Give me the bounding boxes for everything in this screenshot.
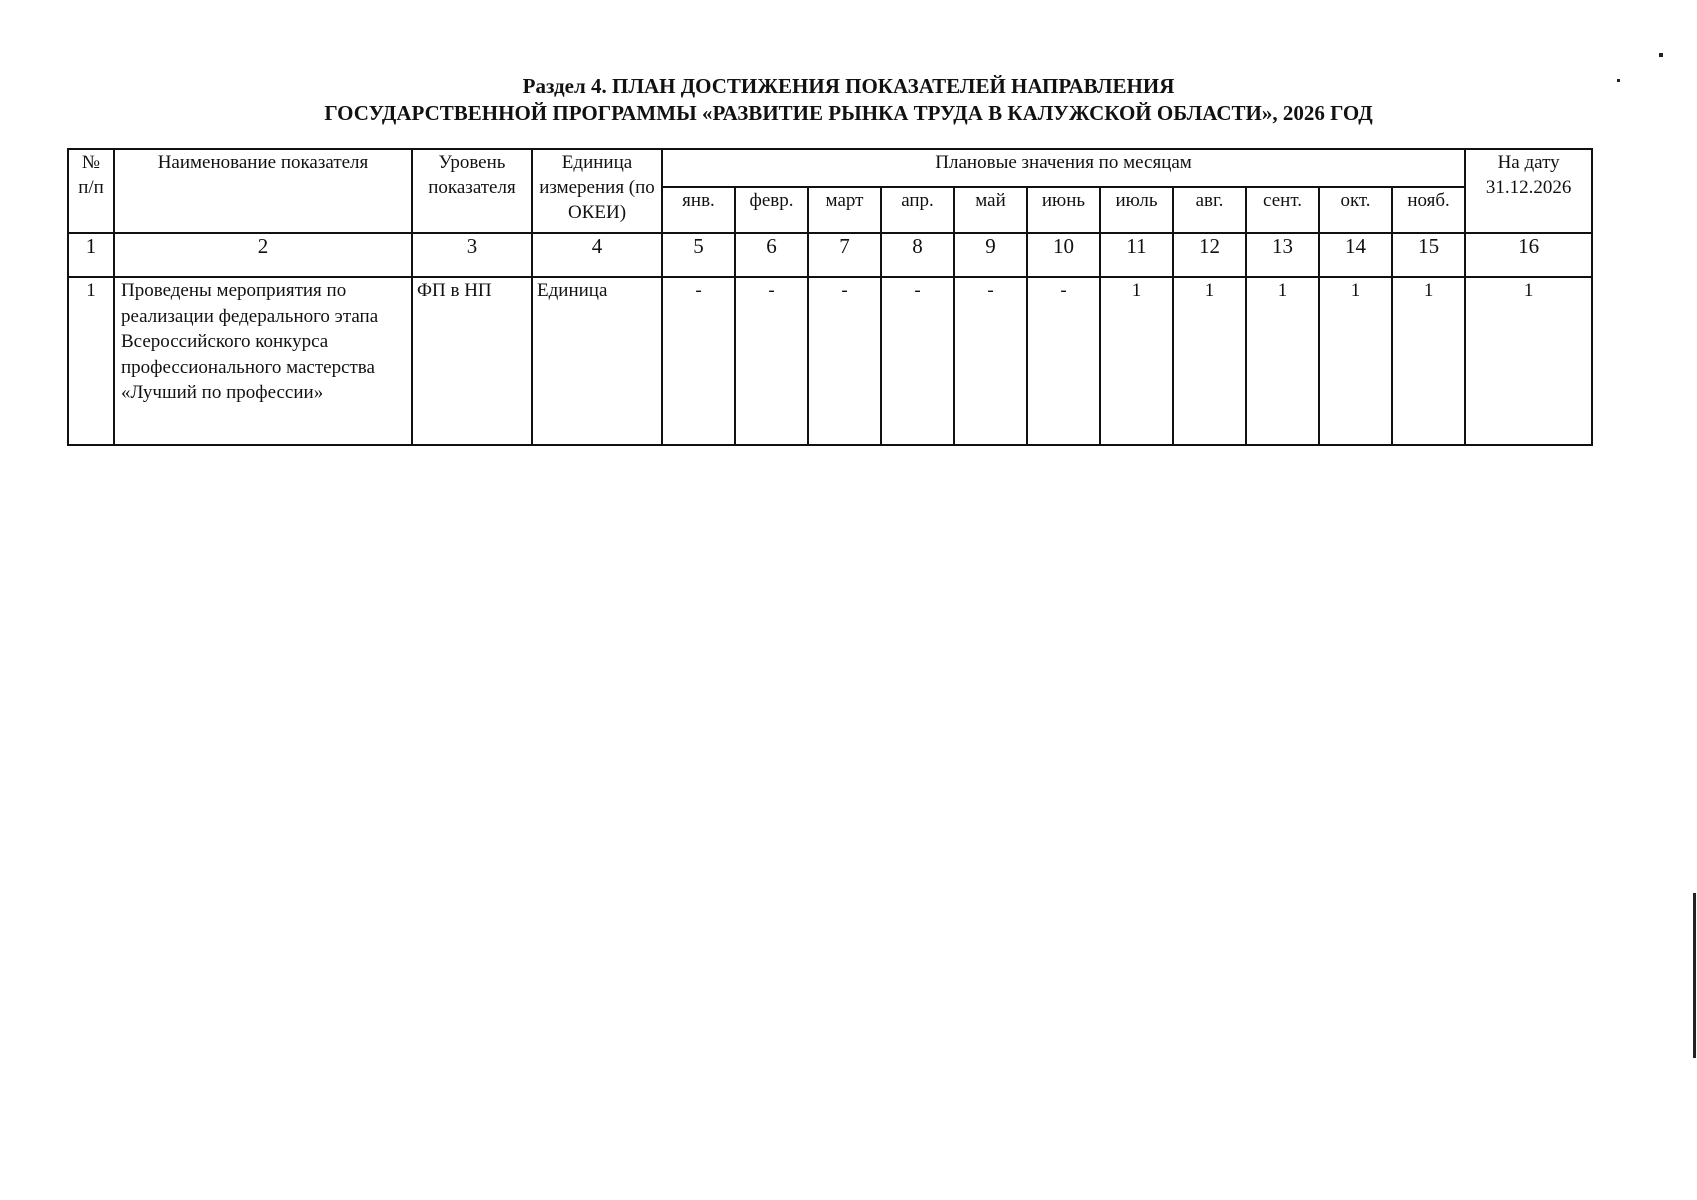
header-date: На дату 31.12.2026 [1465,149,1592,233]
indicator-unit: Единица [532,277,662,445]
column-number: 1 [68,233,114,277]
monthly-value: - [954,277,1027,445]
column-number: 9 [954,233,1027,277]
document-title [0,73,1697,127]
scan-edge-line [1693,893,1696,1058]
table-row [68,277,1592,445]
scan-dot [1617,79,1620,82]
indicator-level: ФП в НП [412,277,532,445]
header-name: Наименование показателя [114,149,412,233]
monthly-value: - [662,277,735,445]
month-header: нояб. [1392,187,1465,233]
month-header: май [954,187,1027,233]
month-header: апр. [881,187,954,233]
column-number: 7 [808,233,881,277]
month-header: авг. [1173,187,1246,233]
column-number: 8 [881,233,954,277]
month-header: сент. [1246,187,1319,233]
column-number: 11 [1100,233,1173,277]
column-number: 5 [662,233,735,277]
header-level: Уровень показателя [412,149,532,233]
month-header: февр. [735,187,808,233]
date-value: 1 [1465,277,1592,445]
monthly-value: 1 [1173,277,1246,445]
column-number: 16 [1465,233,1592,277]
header-num: № п/п [68,149,114,233]
column-number: 4 [532,233,662,277]
column-number: 13 [1246,233,1319,277]
month-header: июнь [1027,187,1100,233]
month-header: янв. [662,187,735,233]
title-line-1: Раздел 4. ПЛАН ДОСТИЖЕНИЯ ПОКАЗАТЕЛЕЙ НАПРАВЛЕНИЯ [522,74,1175,98]
monthly-value: - [881,277,954,445]
monthly-value: 1 [1100,277,1173,445]
column-number: 14 [1319,233,1392,277]
header-row [68,149,1592,187]
month-header: окт. [1319,187,1392,233]
column-number: 6 [735,233,808,277]
row-num: 1 [68,277,114,445]
header-monthly: Плановые значения по месяцам [662,149,1465,187]
indicator-name: Проведены мероприятия по реализации федерального этапа Всероссийского конкурса профессионального мастерства «Лучший по профессии» [114,277,412,445]
column-number: 15 [1392,233,1465,277]
month-header: июль [1100,187,1173,233]
monthly-value: 1 [1246,277,1319,445]
monthly-value: 1 [1392,277,1465,445]
header-unit: Единица измерения (по ОКЕИ) [532,149,662,233]
column-number: 12 [1173,233,1246,277]
title-line-2: ГОСУДАРСТВЕННОЙ ПРОГРАММЫ «РАЗВИТИЕ РЫНКА ТРУДА В КАЛУЖСКОЙ ОБЛАСТИ», 2026 ГОД [324,101,1373,125]
column-number: 3 [412,233,532,277]
column-number: 10 [1027,233,1100,277]
monthly-value: - [735,277,808,445]
monthly-value: 1 [1319,277,1392,445]
monthly-value: - [1027,277,1100,445]
column-numbers-row [68,233,1592,277]
monthly-value: - [808,277,881,445]
column-number: 2 [114,233,412,277]
plan-table [67,148,1593,446]
month-header: март [808,187,881,233]
scan-dot [1659,53,1663,57]
